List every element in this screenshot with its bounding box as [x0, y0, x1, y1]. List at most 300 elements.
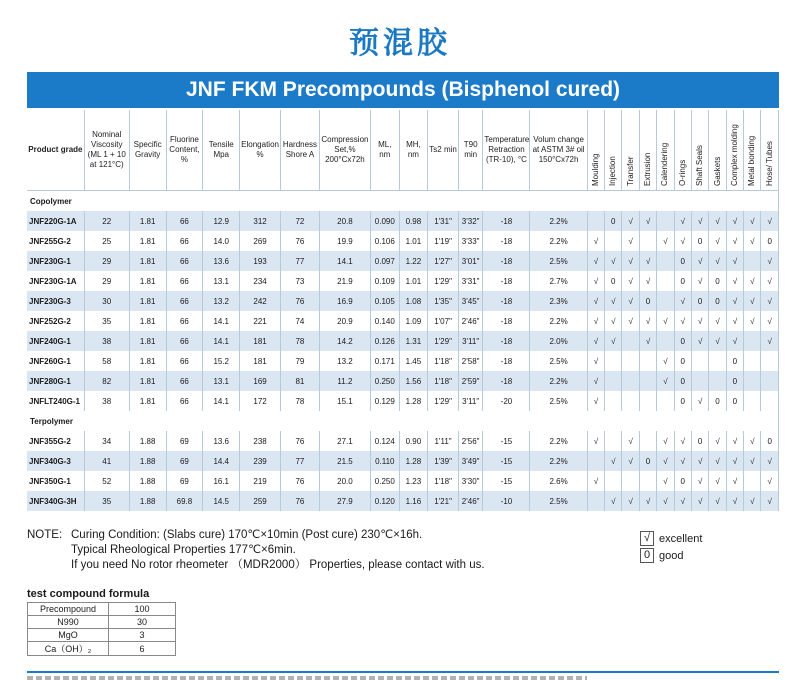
table-cell: 1.81 [129, 231, 166, 251]
table-cell: 1.81 [129, 371, 166, 391]
table-row [27, 431, 779, 451]
table-row [27, 391, 779, 411]
table-cell [622, 471, 639, 491]
table-cell: √ [761, 311, 779, 331]
table-cell: 69 [166, 431, 203, 451]
table-cell: 76 [281, 231, 320, 251]
table-cell: √ [587, 251, 604, 271]
table-cell: 0.171 [370, 351, 399, 371]
table-cell: 0 [726, 371, 743, 391]
table-cell: 239 [240, 451, 281, 471]
table-cell: 27.1 [319, 431, 370, 451]
table-cell: 0.250 [370, 371, 399, 391]
table-cell: √ [726, 311, 743, 331]
table-cell: 0 [691, 231, 708, 251]
table-cell: √ [691, 251, 708, 271]
table-cell: 73 [281, 271, 320, 291]
table-cell: 78 [281, 331, 320, 351]
table-cell: 38 [84, 331, 129, 351]
table-cell [761, 371, 779, 391]
header-app-5 [674, 110, 691, 191]
table-row [27, 231, 779, 251]
table-row [27, 211, 779, 231]
table-cell: √ [761, 451, 779, 471]
table-cell: 0 [639, 451, 656, 471]
table-cell: 2.5% [530, 491, 587, 511]
table-cell: -18 [483, 291, 530, 311]
table-cell: √ [726, 231, 743, 251]
header-app-label: Hose/ Tubes [764, 141, 774, 186]
grade-cell: JNF340G-3 [27, 451, 84, 471]
table-cell [657, 251, 674, 271]
table-cell: 13.1 [203, 271, 240, 291]
table-cell [622, 371, 639, 391]
table-cell: 25 [84, 231, 129, 251]
table-cell: √ [639, 211, 656, 231]
grade-cell: JNF230G-1 [27, 251, 84, 271]
table-cell: 1'18" [428, 471, 459, 491]
chinese-title: 预混胶 [349, 26, 451, 61]
table-cell: √ [691, 271, 708, 291]
table-cell: 12.9 [203, 211, 240, 231]
table-cell: √ [657, 371, 674, 391]
table-cell: 79 [281, 351, 320, 371]
table-cell: 0 [709, 391, 726, 411]
table-cell: -10 [483, 491, 530, 511]
header-app-label: Gaskets [712, 156, 722, 186]
table-cell: √ [587, 351, 604, 371]
table-cell: 3'33" [458, 231, 483, 251]
grade-cell: JNF280G-1 [27, 371, 84, 391]
table-cell: √ [744, 291, 761, 311]
table-cell: 234 [240, 271, 281, 291]
note-line-3: If you need No rotor rheometer （MDR2000） Properties, please contact with us. [71, 559, 485, 571]
table-cell: √ [657, 451, 674, 471]
table-cell: 66 [166, 211, 203, 231]
table-cell: 0 [674, 371, 691, 391]
table-cell: √ [709, 431, 726, 451]
header-t90: T90 min [458, 110, 483, 191]
header-app-label: Extrusion [643, 152, 653, 186]
legend-good: good [659, 549, 684, 562]
table-cell: √ [622, 231, 639, 251]
header-app-label: Injection [608, 156, 618, 186]
grade-cell: JNF260G-1 [27, 351, 84, 371]
table-cell: 242 [240, 291, 281, 311]
header-app-label: O-rings [677, 159, 687, 186]
table-cell: √ [657, 351, 674, 371]
formula-amount: 3 [109, 629, 176, 642]
table-cell: 1.45 [399, 351, 428, 371]
table-cell: √ [744, 211, 761, 231]
table-cell: √ [761, 291, 779, 311]
table-cell: 312 [240, 211, 281, 231]
table-cell: √ [622, 271, 639, 291]
table-cell: √ [622, 291, 639, 311]
table-cell: 0 [605, 211, 622, 231]
table-cell: √ [674, 491, 691, 511]
table-cell: 0 [709, 291, 726, 311]
table-cell: 72 [281, 211, 320, 231]
table-cell: 1.08 [399, 291, 428, 311]
header-app-label: Transfer [625, 156, 635, 186]
product-banner: JNF FKM Precompounds (Bisphenol cured) [27, 72, 779, 108]
table-cell: 1.88 [129, 431, 166, 451]
table-cell: 0 [726, 391, 743, 411]
table-cell [605, 351, 622, 371]
header-hardness: Hardness Shore A [281, 110, 320, 191]
table-cell: 181 [240, 331, 281, 351]
table-row [27, 311, 779, 331]
table-row [27, 351, 779, 371]
table-cell: 0.090 [370, 211, 399, 231]
table-cell [691, 351, 708, 371]
table-cell: 14.1 [319, 251, 370, 271]
table-cell: √ [761, 471, 779, 491]
table-cell: √ [674, 291, 691, 311]
table-cell: 1'27" [428, 251, 459, 271]
table-cell: 259 [240, 491, 281, 511]
table-cell: 2.2% [530, 371, 587, 391]
grade-cell: JNF355G-2 [27, 431, 84, 451]
table-cell: 0 [674, 331, 691, 351]
table-cell: 0 [605, 271, 622, 291]
table-cell [587, 211, 604, 231]
table-cell: 1.01 [399, 231, 428, 251]
table-cell [605, 431, 622, 451]
formula-amount: 30 [109, 616, 176, 629]
table-cell: 76 [281, 431, 320, 451]
table-cell: √ [761, 251, 779, 271]
table-cell: √ [726, 431, 743, 451]
table-cell: √ [622, 491, 639, 511]
table-cell: √ [674, 431, 691, 451]
table-cell: √ [587, 371, 604, 391]
table-cell: 66 [166, 231, 203, 251]
table-cell: -18 [483, 371, 530, 391]
table-cell: √ [726, 331, 743, 351]
table-cell [744, 471, 761, 491]
table-cell: √ [744, 231, 761, 251]
header-row [27, 110, 779, 191]
legend [640, 530, 702, 564]
table-cell: -15 [483, 451, 530, 471]
table-cell: 82 [84, 371, 129, 391]
table-cell: 20.9 [319, 311, 370, 331]
header-app-label: Calendering [660, 142, 670, 186]
table-cell: 76 [281, 491, 320, 511]
table-cell: 21.5 [319, 451, 370, 471]
table-cell: √ [587, 311, 604, 331]
precompound-table [27, 110, 779, 511]
table-cell: 66 [166, 371, 203, 391]
table-cell: 14.1 [203, 391, 240, 411]
table-cell: 52 [84, 471, 129, 491]
table-cell: √ [605, 291, 622, 311]
table-cell: 16.1 [203, 471, 240, 491]
table-cell: √ [622, 451, 639, 471]
table-cell: 193 [240, 251, 281, 271]
table-cell: 21.9 [319, 271, 370, 291]
table-cell: √ [726, 251, 743, 271]
table-cell: 1.23 [399, 471, 428, 491]
table-cell: 1'39" [428, 451, 459, 471]
table-cell: 69 [166, 471, 203, 491]
table-cell: 2.7% [530, 271, 587, 291]
table-row [27, 371, 779, 391]
table-cell: √ [726, 491, 743, 511]
section-label: Terpolymer [27, 411, 779, 431]
table-cell: 2.2% [530, 451, 587, 471]
table-cell: 77 [281, 451, 320, 471]
table-cell: √ [726, 211, 743, 231]
table-cell: -15 [483, 431, 530, 451]
header-ml: ML, nm [370, 110, 399, 191]
table-cell: 238 [240, 431, 281, 451]
table-cell: 0.109 [370, 271, 399, 291]
table-cell: 66 [166, 311, 203, 331]
table-cell [709, 351, 726, 371]
table-cell: 15.2 [203, 351, 240, 371]
table-cell: 74 [281, 311, 320, 331]
table-row [27, 271, 779, 291]
table-cell: 69 [166, 451, 203, 471]
table-cell: 0.106 [370, 231, 399, 251]
grade-cell: JNFLT240G-1 [27, 391, 84, 411]
table-cell: 0.98 [399, 211, 428, 231]
header-mh: MH, nm [399, 110, 428, 191]
note-label: NOTE: [27, 529, 63, 541]
table-cell: 1.28 [399, 391, 428, 411]
table-cell: 1'35" [428, 291, 459, 311]
table-cell: 0 [761, 431, 779, 451]
table-cell: 1'18" [428, 371, 459, 391]
table-cell: 13.2 [319, 351, 370, 371]
header-app-10 [761, 110, 779, 191]
table-cell: 3'11" [458, 391, 483, 411]
table-cell: √ [605, 311, 622, 331]
table-cell: 38 [84, 391, 129, 411]
header-app-6 [691, 110, 708, 191]
table-row [27, 291, 779, 311]
table-cell: -18 [483, 271, 530, 291]
table-cell: 0.097 [370, 251, 399, 271]
grade-cell: JNF255G-2 [27, 231, 84, 251]
table-cell: 1.81 [129, 311, 166, 331]
table-cell: 1.81 [129, 271, 166, 291]
table-cell: 19.9 [319, 231, 370, 251]
table-cell: 3'01" [458, 251, 483, 271]
header-fluorine: Fluorine Content, % [166, 110, 203, 191]
table-cell: 78 [281, 391, 320, 411]
table-cell [639, 391, 656, 411]
header-app-8 [726, 110, 743, 191]
table-cell: √ [674, 311, 691, 331]
table-cell: 2.2% [530, 211, 587, 231]
table-cell: 77 [281, 251, 320, 271]
table-cell: 2.5% [530, 351, 587, 371]
formula-amount: 6 [109, 642, 176, 656]
table-cell: 14.1 [203, 331, 240, 351]
table-cell: √ [709, 231, 726, 251]
table-cell: 2'58" [458, 351, 483, 371]
table-cell: 1'29" [428, 271, 459, 291]
table-cell: 0.129 [370, 391, 399, 411]
table-cell: √ [639, 331, 656, 351]
table-cell: 0 [691, 431, 708, 451]
table-cell: √ [691, 471, 708, 491]
table-cell [657, 211, 674, 231]
table-cell: 1.22 [399, 251, 428, 271]
table-cell: 3'45" [458, 291, 483, 311]
table-cell: 269 [240, 231, 281, 251]
table-cell: 0 [691, 291, 708, 311]
table-row [27, 471, 779, 491]
table-cell: 76 [281, 471, 320, 491]
table-cell: 1'19" [428, 231, 459, 251]
table-cell: 66 [166, 391, 203, 411]
table-cell: 20.0 [319, 471, 370, 491]
table-cell: 3'32" [458, 211, 483, 231]
table-cell: √ [726, 291, 743, 311]
formula-amount: 100 [109, 603, 176, 616]
table-cell: 0.110 [370, 451, 399, 471]
table-cell: 3'30" [458, 471, 483, 491]
table-cell: 1.81 [129, 331, 166, 351]
table-cell: 219 [240, 471, 281, 491]
header-compression-set: Compression Set,% 200°Cx72h [319, 110, 370, 191]
table-cell: √ [709, 471, 726, 491]
table-cell: 0 [674, 471, 691, 491]
table-cell: 0 [674, 351, 691, 371]
table-cell: √ [639, 251, 656, 271]
formula-ingredient: Ca（OH）₂ [28, 642, 109, 656]
table-cell: √ [622, 251, 639, 271]
table-cell: 29 [84, 271, 129, 291]
table-cell: 0.105 [370, 291, 399, 311]
table-cell: 1'29" [428, 331, 459, 351]
table-cell: 20.8 [319, 211, 370, 231]
table-cell: 172 [240, 391, 281, 411]
table-cell: 1.81 [129, 351, 166, 371]
table-cell: √ [622, 311, 639, 331]
table-cell: √ [622, 211, 639, 231]
table-cell: √ [744, 491, 761, 511]
header-specific-gravity: Specific Gravity [129, 110, 166, 191]
table-cell [639, 231, 656, 251]
table-cell: -18 [483, 231, 530, 251]
table-cell: 66 [166, 291, 203, 311]
formula-title: test compound formula [27, 588, 150, 600]
table-cell: √ [674, 231, 691, 251]
table-cell: √ [605, 491, 622, 511]
table-cell [744, 351, 761, 371]
table-cell: 41 [84, 451, 129, 471]
table-cell: 22 [84, 211, 129, 231]
table-cell: 1.31 [399, 331, 428, 351]
header-app-7 [709, 110, 726, 191]
table-cell: 35 [84, 491, 129, 511]
table-row [27, 491, 779, 511]
grade-cell: JNF252G-2 [27, 311, 84, 331]
table-cell [691, 371, 708, 391]
table-cell [622, 391, 639, 411]
section-label: Copolymer [27, 191, 779, 212]
table-cell: 1'31" [428, 211, 459, 231]
table-cell [657, 271, 674, 291]
table-cell [605, 391, 622, 411]
table-cell: 13.1 [203, 371, 240, 391]
table-cell: √ [657, 311, 674, 331]
grade-cell: JNF240G-1 [27, 331, 84, 351]
header-volume-change: Volum change at ASTM 3# oil 150°Cx72h [530, 110, 587, 191]
note-line-2: Typical Rheological Properties 177℃×6min. [71, 544, 296, 556]
table-cell: 14.5 [203, 491, 240, 511]
table-cell: √ [691, 211, 708, 231]
formula-ingredient: N990 [28, 616, 109, 629]
table-cell: 34 [84, 431, 129, 451]
table-cell: 1.88 [129, 451, 166, 471]
table-cell: 2'59" [458, 371, 483, 391]
table-cell [639, 351, 656, 371]
note-line-1: Curing Condition: (Slabs cure) 170℃×10min (Post cure) 230℃×16h. [71, 529, 423, 541]
formula-row [28, 642, 176, 656]
table-cell: 35 [84, 311, 129, 331]
table-cell: 0 [761, 231, 779, 251]
table-cell: 13.6 [203, 431, 240, 451]
table-cell [605, 231, 622, 251]
table-cell [657, 331, 674, 351]
table-cell [605, 471, 622, 491]
table-cell: 69.8 [166, 491, 203, 511]
table-cell: 1.01 [399, 271, 428, 291]
bottom-rule [27, 671, 779, 673]
table-cell [744, 331, 761, 351]
table-cell: 66 [166, 271, 203, 291]
table-cell: 1.56 [399, 371, 428, 391]
table-cell: √ [691, 331, 708, 351]
table-cell: 1.88 [129, 471, 166, 491]
table-cell: 0 [674, 391, 691, 411]
table-cell: √ [709, 251, 726, 271]
table-cell: √ [605, 251, 622, 271]
table-cell: 1.81 [129, 291, 166, 311]
table-cell: 181 [240, 351, 281, 371]
header-tensile: Tensile Mpa [203, 110, 240, 191]
header-viscosity: Nominal Viscosity (ML 1 + 10 at 121°C) [84, 110, 129, 191]
table-cell: 2'56" [458, 431, 483, 451]
table-cell: 2.0% [530, 331, 587, 351]
table-row [27, 251, 779, 271]
table-cell: 3'49" [458, 451, 483, 471]
table-cell: √ [657, 431, 674, 451]
header-tr10: Temperature Retraction (TR-10), °C [483, 110, 530, 191]
table-cell: 1'21" [428, 491, 459, 511]
table-cell: 0.140 [370, 311, 399, 331]
table-cell: √ [761, 491, 779, 511]
table-cell: 0.90 [399, 431, 428, 451]
table-cell: -18 [483, 211, 530, 231]
table-cell: √ [691, 451, 708, 471]
table-cell: √ [761, 271, 779, 291]
table-cell: √ [726, 451, 743, 471]
section-row [27, 411, 779, 431]
table-cell: -18 [483, 351, 530, 371]
table-cell [639, 371, 656, 391]
grade-cell: JNF230G-1A [27, 271, 84, 291]
table-cell: 0 [726, 351, 743, 371]
table-cell: 66 [166, 331, 203, 351]
